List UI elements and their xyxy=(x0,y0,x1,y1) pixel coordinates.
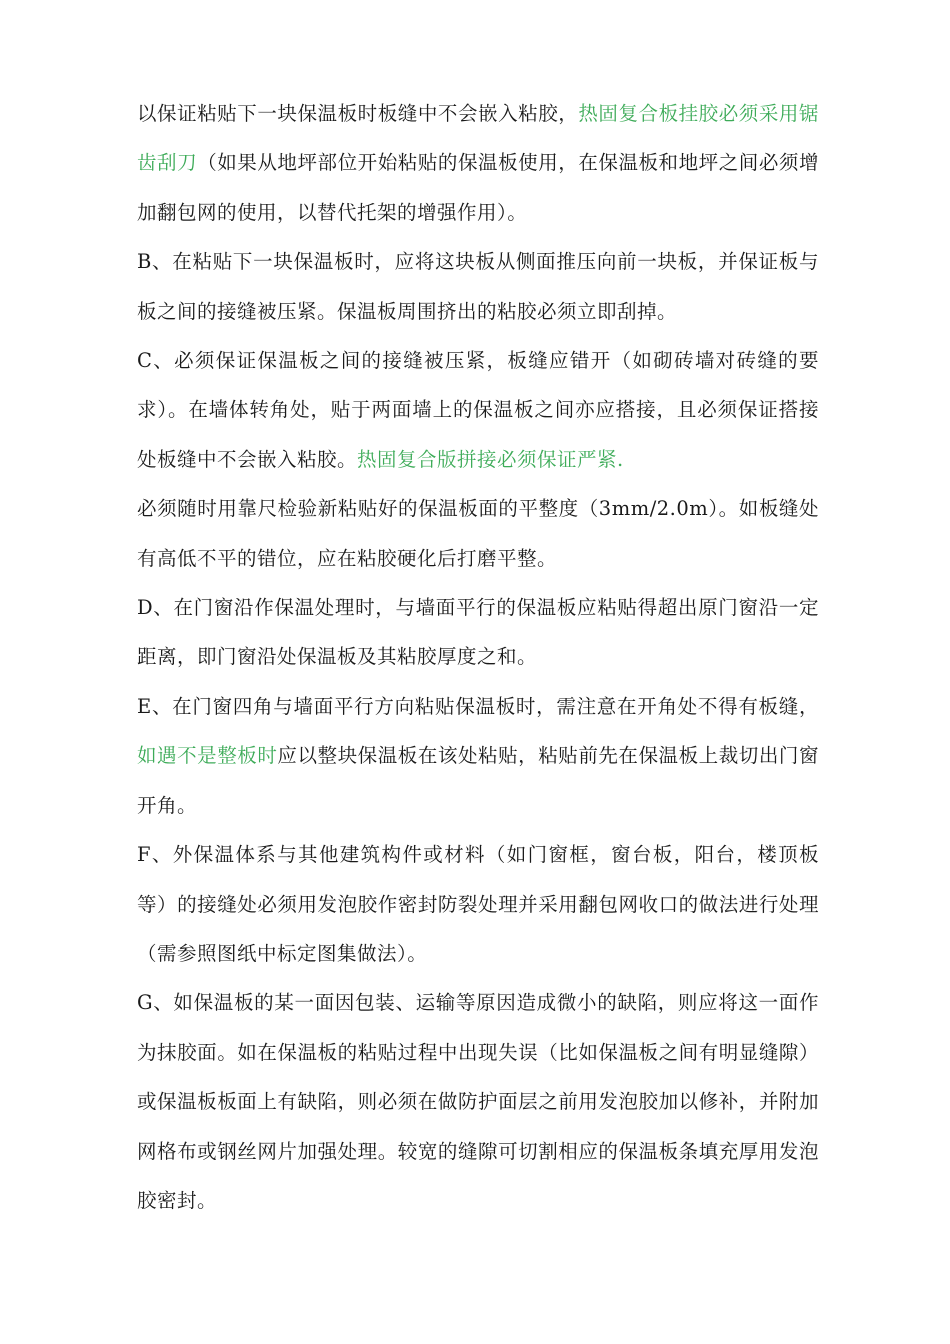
text-segment: C、必须保证保温板之间的接缝被压紧，板缝应错开（如砌砖墙对砖缝的要求）。在墙体转角处，贴于两面墙上的保温板之间亦应搭接，且必须保证搭接处板缝中不会嵌入粘胶。 xyxy=(137,349,819,471)
text-segment: E、在门窗四角与墙面平行方向粘贴保温板时，需注意在开角处不得有板缝， xyxy=(137,694,819,718)
text-segment: 以保证粘贴下一块保温板时板缝中不会嵌入粘胶， xyxy=(137,102,579,125)
para-flatness xyxy=(137,484,819,583)
text-segment: G、如保温板的某一面因包装、运输等原因造成微小的缺陷，则应将这一面作为抹胶面。如在保温板的粘贴过程中出现失误（比如保温板之间有明显缝隙）或保温板板面上有缺陷，则必须在做防护面层之前用发泡胶加以修补，并附加网格布或钢丝网片加强处理。较宽的缝隙可切割相应的保温板条填充厚用发泡胶密封。 xyxy=(137,991,819,1212)
para-b xyxy=(137,237,819,336)
text-segment: 必须随时用靠尺检验新粘贴好的保温板面的平整度（3mm/2.0m）。如板缝处有高低不平的错位，应在粘胶硬化后打磨平整。 xyxy=(137,497,819,570)
text-segment: 应以整块保温板在该处粘贴，粘贴前先在保温板上裁切出门窗开角。 xyxy=(137,744,819,817)
para-g xyxy=(137,978,819,1225)
text-segment: F、外保温体系与其他建筑构件或材料（如门窗框，窗台板，阳台，楼顶板等）的接缝处必须用发泡胶作密封防裂处理并采用翻包网收口的做法进行处理（需参照图纸中标定图集做法）。 xyxy=(137,843,819,965)
para-e xyxy=(137,682,819,830)
text-segment: （如果从地坪部位开始粘贴的保温板使用，在保温板和地坪之间必须增加翻包网的使用，以替代托架的增强作用）。 xyxy=(137,151,819,224)
para-d xyxy=(137,583,819,682)
highlighted-text: 热固复合板挂胶必须采用锯齿刮刀 xyxy=(137,102,819,175)
document-body xyxy=(137,89,819,1225)
highlighted-text: 如遇不是整板时 xyxy=(137,744,278,768)
para-f xyxy=(137,830,819,978)
text-segment: D、在门窗沿作保温处理时，与墙面平行的保温板应粘贴得超出原门窗沿一定距离，即门窗沿处保温板及其粘胶厚度之和。 xyxy=(137,596,819,669)
highlighted-text: 热固复合版拼接必须保证严紧. xyxy=(357,447,624,471)
para-intro xyxy=(137,89,819,237)
text-segment: B、在粘贴下一块保温板时，应将这块板从侧面推压向前一块板，并保证板与板之间的接缝被压紧。保温板周围挤出的粘胶必须立即刮掉。 xyxy=(137,250,819,323)
para-c xyxy=(137,336,819,484)
